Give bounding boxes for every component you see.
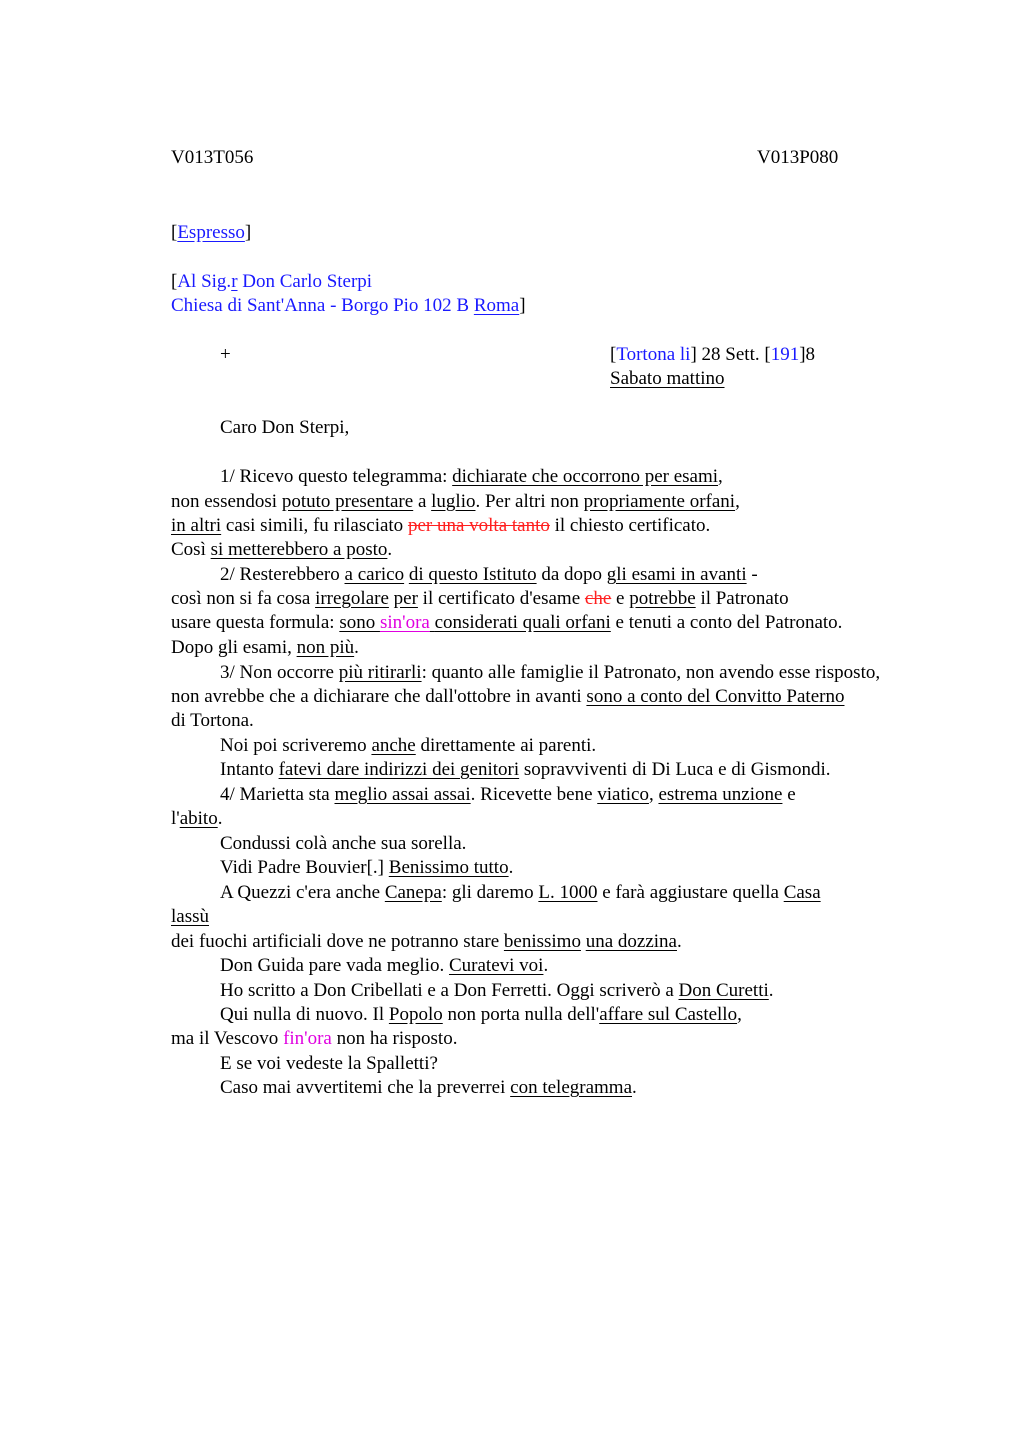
body-line-10: non avrebbe che a dichiarare che dall'ottobre in avanti sono a conto del Convitto Paterno [171,686,845,707]
body-line-12: Noi poi scriveremo anche direttamente ai parenti. [220,735,597,756]
body-line-5: 2/ Resterebbero a carico di questo Istituto da dopo gli esami in avanti - [220,564,758,585]
address-line-1: [Al Sig.r Don Carlo Sterpi [171,271,373,292]
body-line-19: lassù [171,906,209,927]
body-line-20: dei fuochi artificiali dove ne potranno stare benissimo una dozzina. [171,931,682,952]
espresso-line: [Espresso] [171,222,252,243]
body-line-21: Don Guida pare vada meglio. Curatevi voi. [220,955,549,976]
address-line-2: Chiesa di Sant'Anna - Borgo Pio 102 B Roma] [171,295,526,316]
body-line-1: 1/ Ricevo questo telegramma: dichiarate che occorrono per esami, [220,466,723,487]
body-line-16: Condussi colà anche sua sorella. [220,833,467,854]
date-line: [Tortona li] 28 Sett. [191]8 [610,344,816,365]
cross-symbol: + [220,344,231,365]
body-line-23: Qui nulla di nuovo. Il Popolo non porta nulla dell'affare sul Castello, [220,1004,742,1025]
body-line-11: di Tortona. [171,710,254,731]
body-line-14: 4/ Marietta sta meglio assai assai. Ricevette bene viatico, estrema unzione e [220,784,796,805]
body-line-4: Così si metterebbero a posto. [171,539,393,560]
body-line-3: in altri casi simili, fu rilasciato per una volta tanto il chiesto certificato. [171,515,711,536]
body-line-7: usare questa formula: sono sin'ora considerati quali orfani e tenuti a conto del Patronato. [171,612,843,633]
header-right-code: V013P080 [757,147,839,168]
body-line-6: così non si fa cosa irregolare per il certificato d'esame che e potrebbe il Patronato [171,588,789,609]
body-line-25: E se voi vedeste la Spalletti? [220,1053,438,1074]
body-line-13: Intanto fatevi dare indirizzi dei genitori sopravviventi di Di Luca e di Gismondi. [220,759,831,780]
body-line-26: Caso mai avvertitemi che la preverrei con telegramma. [220,1077,637,1098]
greeting: Caro Don Sterpi, [220,417,350,438]
body-line-9: 3/ Non occorre più ritirarli: quanto alle famiglie il Patronato, non avendo esse risposto, [220,662,881,683]
body-line-18: A Quezzi c'era anche Canepa: gli daremo L. 1000 e farà aggiustare quella Casa [220,882,821,903]
body-line-8: Dopo gli esami, non più. [171,637,359,658]
header-left-code: V013T056 [171,147,254,168]
day-line: Sabato mattino [610,368,725,389]
body-line-17: Vidi Padre Bouvier[.] Benissimo tutto. [220,857,514,878]
body-line-15: l'abito. [171,808,223,829]
body-line-24: ma il Vescovo fin'ora non ha risposto. [171,1028,458,1049]
body-line-2: non essendosi potuto presentare a luglio. Per altri non propriamente orfani, [171,491,740,512]
body-line-22: Ho scritto a Don Cribellati e a Don Ferretti. Oggi scriverò a Don Curetti. [220,980,774,1001]
